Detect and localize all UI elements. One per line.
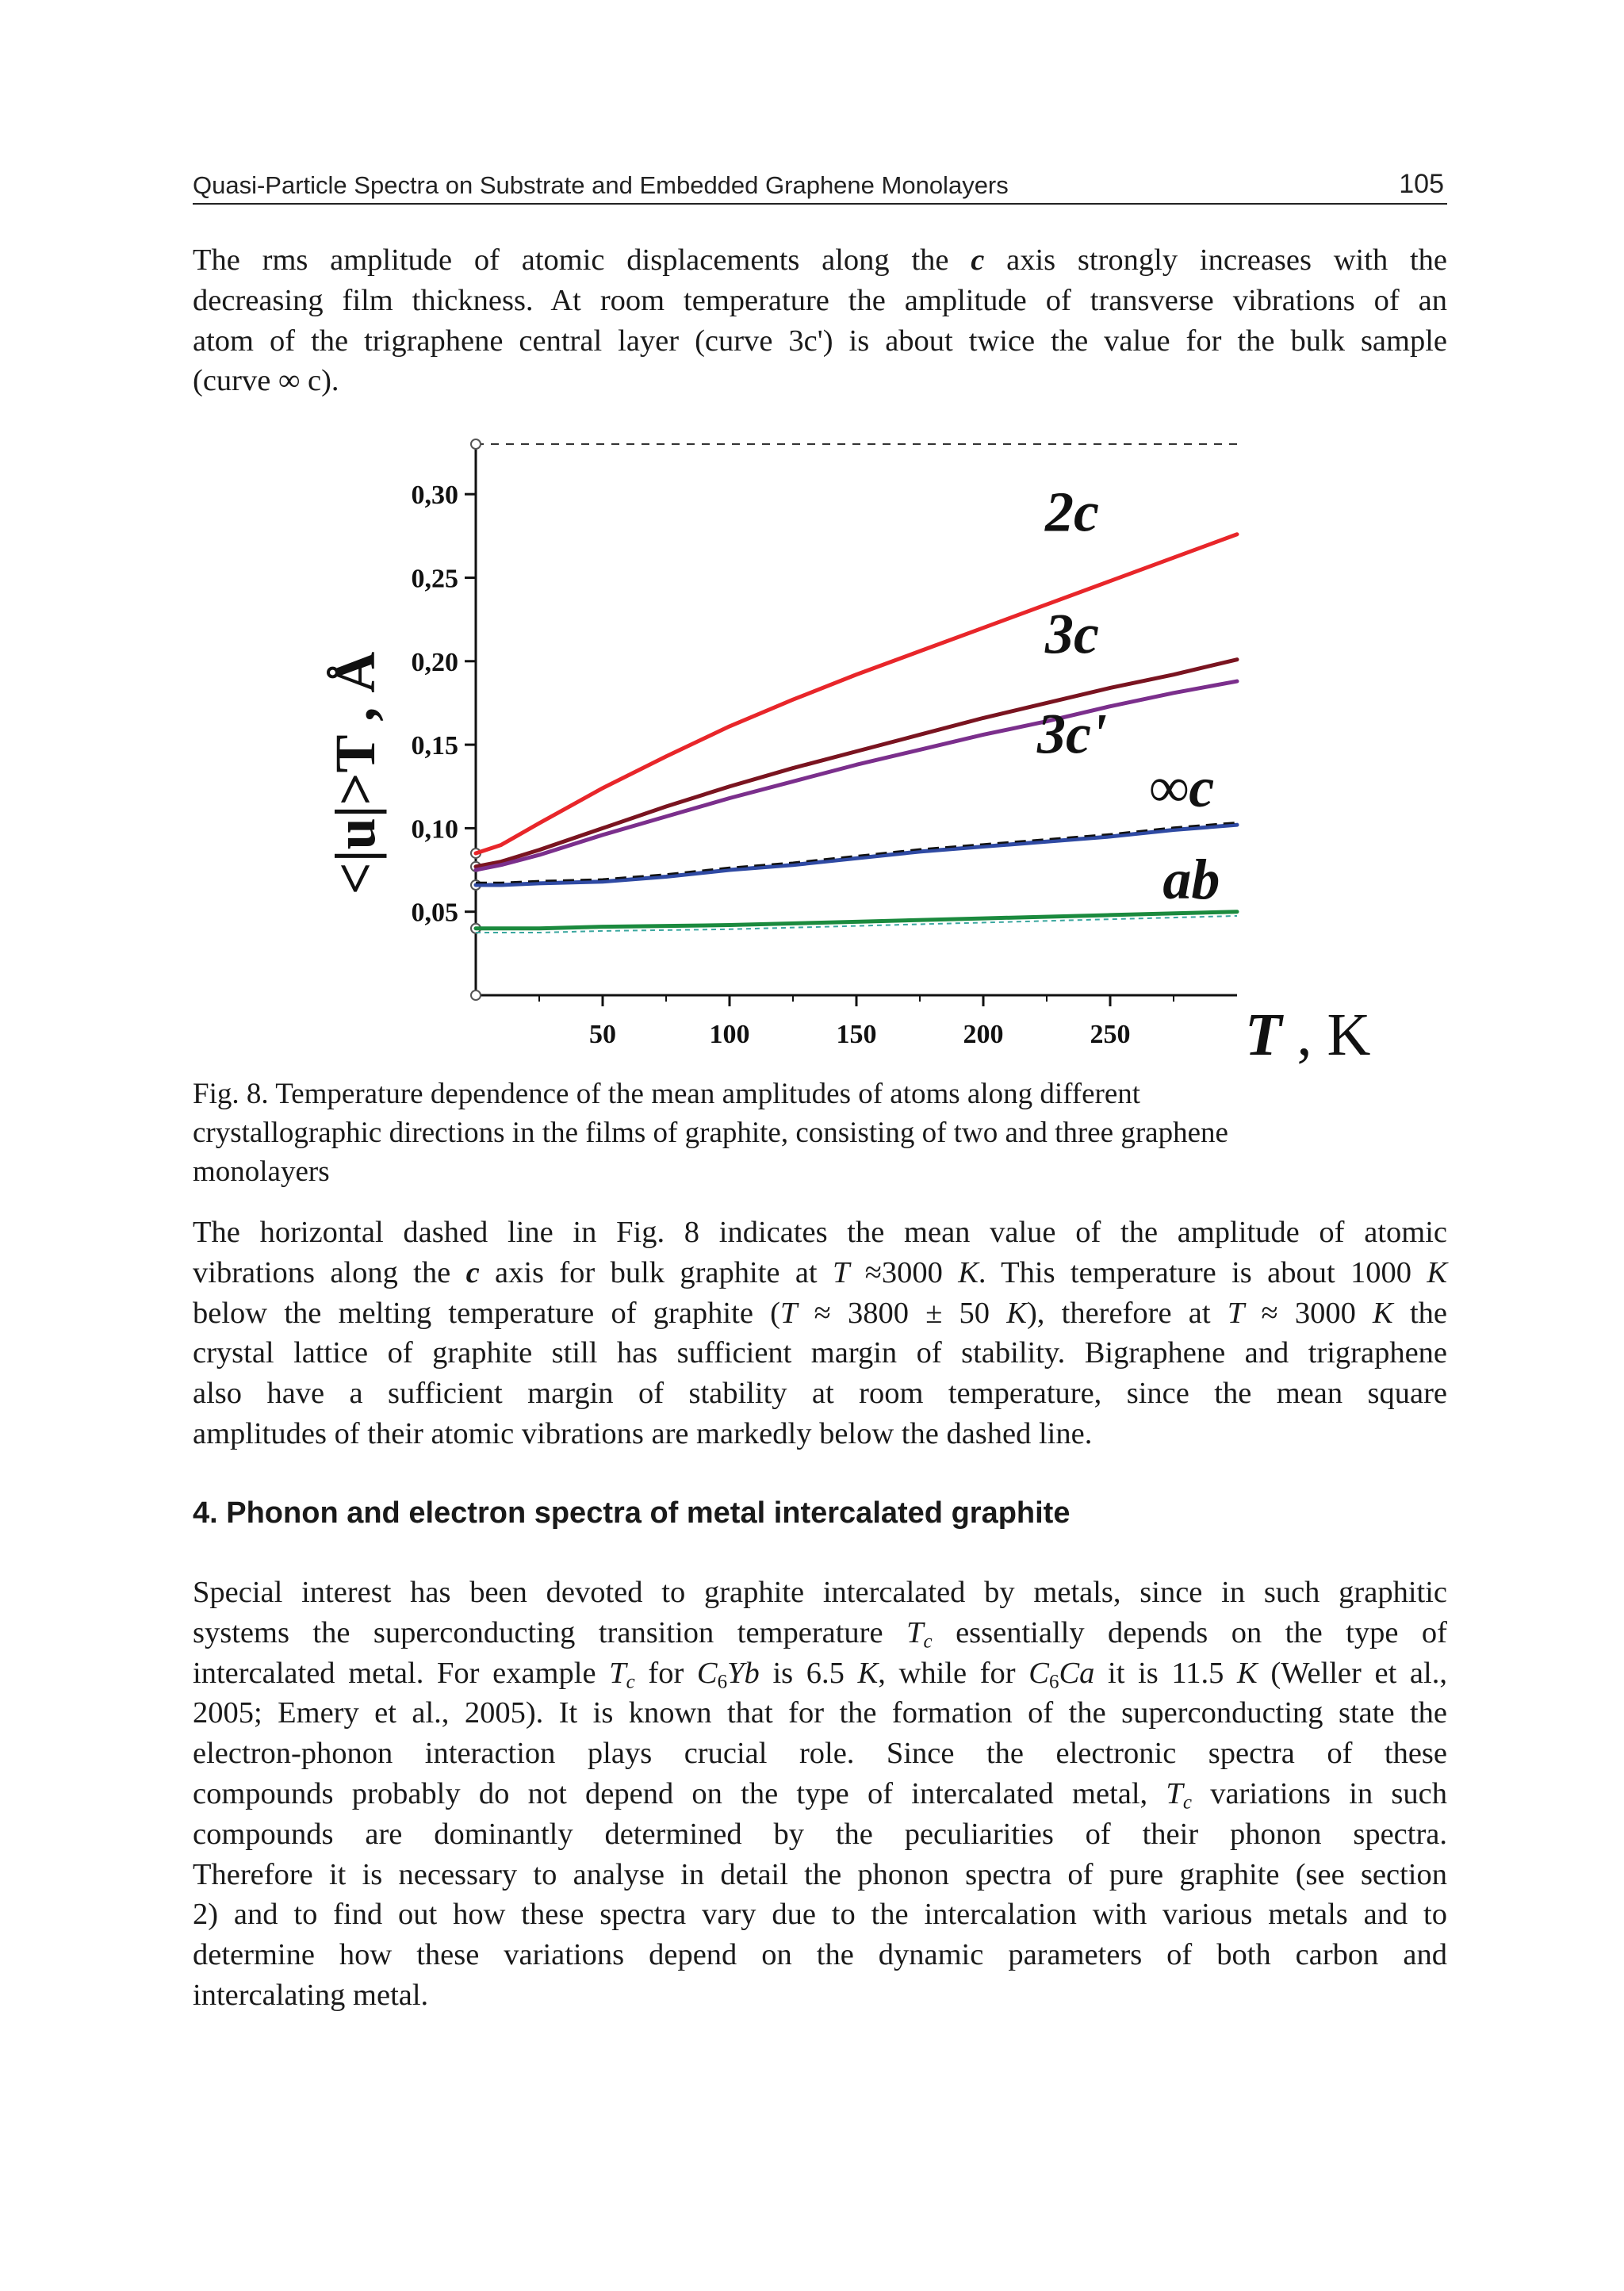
math-symbol: T bbox=[779, 1296, 798, 1330]
text-line: electron-phonon interaction plays crucial role. Since the electronic spectra of these bbox=[193, 1737, 1447, 1771]
text-line: crystal lattice of graphite still has sufficient margin of stability. Bigraphene and trigraphene bbox=[193, 1336, 1447, 1370]
series-line bbox=[476, 681, 1237, 870]
text-line: intercalating metal. bbox=[193, 1978, 429, 2012]
x-tick-label: 50 bbox=[589, 1020, 616, 1049]
math-symbol: $T_c$ bbox=[1166, 1776, 1192, 1814]
curve-label: ab bbox=[1162, 847, 1220, 911]
text-line: vibrations along the c axis for bulk graphite at T ≈3000 K. This temperature is about 1000 K bbox=[193, 1255, 1447, 1289]
x-tick-label: 100 bbox=[709, 1020, 750, 1049]
text-line: Therefore it is necessary to analyse in detail the phonon spectra of pure graphite (see section bbox=[193, 1857, 1447, 1891]
text-line: systems the superconducting transition temperature $T_c$ essentially depends on the type of bbox=[193, 1615, 1447, 1653]
text-line: intercalated metal. For example $T_c$ for $C_6Yb$ is 6.5 K, while for $C_6Ca$ it is 11.5 K (Weller et al., bbox=[193, 1656, 1447, 1692]
text-line: 2) and to find out how these spectra vary due to the intercalation with various metals and to bbox=[193, 1898, 1447, 1932]
math-symbol: K bbox=[857, 1656, 879, 1690]
text-line: The horizontal dashed line in Fig. 8 indicates the mean value of the amplitude of atomic bbox=[193, 1216, 1447, 1249]
caption-line: crystallographic directions in the films of graphite, consisting of two and three graphene bbox=[193, 1117, 1228, 1149]
series-secondary-line bbox=[476, 916, 1237, 933]
text-line: atom of the trigraphene central layer (curve 3c') is about twice the value for the bulk sample bbox=[193, 324, 1447, 358]
y-axis-title: <|u|>T , Å bbox=[324, 651, 387, 895]
y-tick-label: 0,05 bbox=[411, 898, 458, 928]
text-line: 2005; Emery et al., 2005). It is known that for the formation of the superconducting state the bbox=[193, 1696, 1447, 1730]
figure-caption bbox=[193, 1075, 1447, 1191]
math-symbol: $T_c$ bbox=[906, 1615, 933, 1653]
running-title: Quasi-Particle Spectra on Substrate and Embedded Graphene Monolayers bbox=[193, 171, 1009, 199]
paragraph-1 bbox=[193, 240, 1447, 401]
series-line bbox=[476, 912, 1237, 929]
math-symbol: K bbox=[1373, 1296, 1393, 1330]
math-symbol: $C_6Yb$ bbox=[696, 1656, 760, 1692]
text-line: decreasing film thickness. At room temperature the amplitude of transverse vibrations of an bbox=[193, 283, 1447, 317]
paragraph-3 bbox=[193, 1573, 1447, 2016]
math-symbol: K bbox=[1427, 1255, 1447, 1289]
y-tick-label: 0,15 bbox=[411, 731, 458, 761]
math-symbol: $C_6Ca$ bbox=[1028, 1656, 1095, 1692]
text-line: compounds probably do not depend on the type of intercalated metal, $T_c$ variations in such bbox=[193, 1776, 1447, 1814]
math-symbol: T bbox=[1227, 1296, 1245, 1330]
text-line: compounds are dominantly determined by the peculiarities of their phonon spectra. bbox=[193, 1817, 1447, 1851]
text-line: Special interest has been devoted to graphite intercalated by metals, since in such graphitic bbox=[193, 1576, 1447, 1609]
text-line: The rms amplitude of atomic displacements along the c axis strongly increases with the bbox=[193, 243, 1448, 277]
axis-marker bbox=[471, 439, 481, 449]
curve-label: 2c bbox=[1045, 480, 1099, 544]
text-line: (curve ∞ c). bbox=[193, 364, 339, 398]
math-symbol: T bbox=[832, 1255, 850, 1289]
caption-line: Fig. 8. Temperature dependence of the mean amplitudes of atoms along different bbox=[193, 1078, 1141, 1110]
y-tick-label: 0,20 bbox=[411, 647, 458, 677]
curve-label: ∞c bbox=[1147, 756, 1215, 820]
page-number: 105 bbox=[1399, 169, 1444, 199]
y-tick-label: 0,30 bbox=[411, 481, 458, 511]
x-tick-label: 200 bbox=[963, 1020, 1004, 1049]
text-line: below the melting temperature of graphite (T ≈ 3800 ± 50 K), therefore at T ≈ 3000 K the bbox=[193, 1296, 1447, 1330]
y-tick-label: 0,25 bbox=[411, 564, 458, 594]
running-header bbox=[193, 163, 1447, 205]
math-symbol: K bbox=[958, 1255, 979, 1289]
text-line: amplitudes of their atomic vibrations are markedly below the dashed line. bbox=[193, 1416, 1093, 1450]
series-line bbox=[476, 534, 1237, 853]
text-line: also have a sufficient margin of stability at room temperature, since the mean square bbox=[193, 1377, 1447, 1411]
y-tick-label: 0,10 bbox=[411, 814, 458, 845]
math-symbol: $T_c$ bbox=[609, 1656, 635, 1692]
x-tick-label: 150 bbox=[836, 1020, 877, 1049]
text-line: determine how these variations depend on the dynamic parameters of both carbon and bbox=[193, 1938, 1447, 1972]
curve-label: 3c' bbox=[1037, 702, 1107, 766]
x-tick-label: 250 bbox=[1090, 1020, 1131, 1049]
caption-line: monolayers bbox=[193, 1155, 330, 1188]
bold-symbol: c bbox=[971, 243, 985, 277]
temperature-amplitude-chart bbox=[301, 420, 1371, 1068]
x-axis-title: T , K bbox=[1245, 1002, 1371, 1068]
axis-marker bbox=[471, 990, 481, 1000]
paragraph-2 bbox=[193, 1213, 1447, 1454]
math-symbol: K bbox=[1237, 1656, 1258, 1690]
curve-label: 3c bbox=[1045, 602, 1099, 666]
bold-symbol: c bbox=[465, 1255, 480, 1289]
math-symbol: K bbox=[1006, 1296, 1027, 1330]
section-heading: 4. Phonon and electron spectra of metal intercalated graphite bbox=[193, 1496, 1071, 1530]
